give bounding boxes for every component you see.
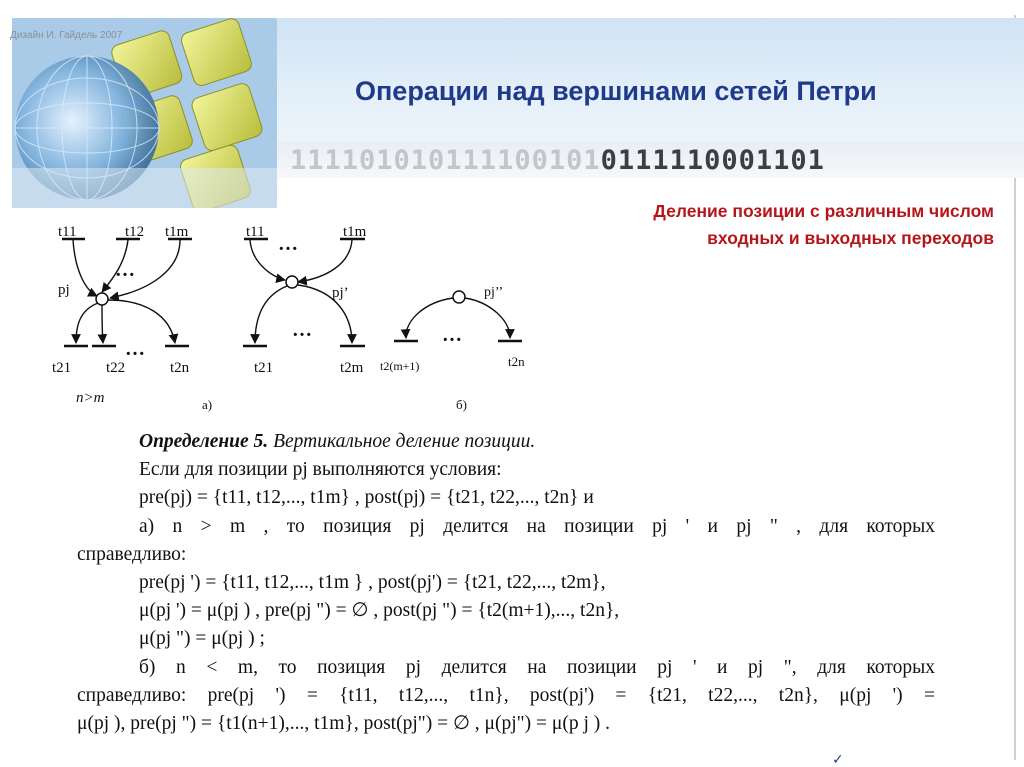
definition-line-1: Если для позиции pj выполняются условия: [139, 459, 502, 481]
left-place-label: pj [58, 282, 70, 298]
middle-place-label: pj’ [332, 285, 349, 301]
middle-place-pj-prime [286, 276, 298, 288]
left-top-label-2: t12 [125, 224, 145, 240]
left-bottom-label-2: t22 [106, 360, 126, 376]
author-credit: Дизайн И. Гайдель 2007 [10, 30, 123, 41]
definition-line-6: μ(pj ') = μ(pj ) , pre(pj ") = ∅ , post(pj ") = {t2(m+1),..., t2n}, [139, 600, 620, 622]
binary-light: 111101010111100101 [290, 145, 601, 176]
right-place-label: pj’’ [484, 285, 504, 300]
left-bottom-label-1: t21 [52, 360, 72, 376]
definition-block [77, 428, 935, 738]
middle-arc-out-1 [255, 286, 287, 343]
left-arc-out-1 [76, 303, 98, 343]
middle-bottom-label-2: t2m [340, 360, 364, 376]
left-arc-out-3 [108, 300, 175, 343]
left-dots-bottom: … [125, 338, 145, 360]
definition-line-9: справедливо: pre(pj ') = {t11, t12,..., t1n}, post(pj') = {t21, t22,..., t2n}, μ(pj ') = [77, 684, 935, 706]
binary-digits [290, 145, 825, 176]
middle-arc-in-2 [298, 240, 352, 282]
right-net [380, 285, 525, 412]
definition-line-4: справедливо: [77, 543, 187, 565]
left-top-label-1: t11 [58, 224, 77, 240]
left-arc-in-1 [73, 240, 97, 296]
definition-heading [77, 428, 935, 456]
left-net [52, 224, 192, 406]
left-top-label-3: t1m [165, 224, 189, 240]
middle-top-label-1: t11 [246, 224, 265, 240]
definition-line-2: pre(pj) = {t11, t12,..., t1m} , post(pj) = {t21, t22,..., t2n} и [139, 487, 594, 509]
right-bottom-label-2: t2n [508, 354, 525, 369]
header-banner [0, 10, 1024, 200]
definition-line-10: μ(pj ), pre(pj ") = {t1(n+1),..., t1m}, post(pj") = ∅ , μ(pj") = μ(p j ) . [77, 713, 610, 735]
middle-dots-bottom: … [292, 319, 312, 341]
definition-line-7: μ(pj ") = μ(pj ) ; [139, 628, 265, 650]
right-dots: … [442, 324, 462, 346]
petri-net-diagram [40, 210, 560, 420]
right-place-pj-double [453, 291, 465, 303]
left-bottom-label-3: t2n [170, 360, 190, 376]
slide-subtitle [554, 198, 994, 252]
middle-dots-top: … [278, 233, 298, 255]
definition-line-3: а) n > m , то позиция pj делится на позиции pj ' и pj " , для которых [139, 515, 935, 537]
corner-check-icon: ✓ [832, 752, 844, 767]
right-arc-out-2 [465, 298, 510, 338]
definition-number: Определение 5. [139, 431, 269, 452]
subtitle-line-2: входных и выходных переходов [707, 228, 994, 249]
middle-top-label-2: t1m [343, 224, 367, 240]
subtitle-line-1: Деление позиции с различным числом [653, 201, 994, 221]
middle-caption: а) [202, 397, 213, 412]
middle-bottom-label-1: t21 [254, 360, 274, 376]
right-bottom-label-1: t2(m+1) [380, 359, 420, 373]
keyboard-globe-image [12, 18, 277, 208]
binary-dark: 0111110001101 [600, 145, 825, 176]
right-caption: б) [456, 397, 467, 412]
definition-title: Вертикальное деление позиции. [268, 431, 536, 452]
left-arc-out-2 [102, 305, 103, 343]
left-condition: n>m [76, 390, 105, 406]
page-title: Операции над вершинами сетей Петри [355, 76, 877, 106]
definition-line-8: б) n < m, то позиция pj делится на позиции pj ' и pj ", для которых [139, 656, 935, 678]
middle-net [202, 224, 367, 412]
definition-line-5: pre(pj ') = {t11, t12,..., t1m } , post(pj') = {t21, t22,..., t2m}, [139, 572, 606, 594]
left-dots-top: … [115, 259, 135, 281]
